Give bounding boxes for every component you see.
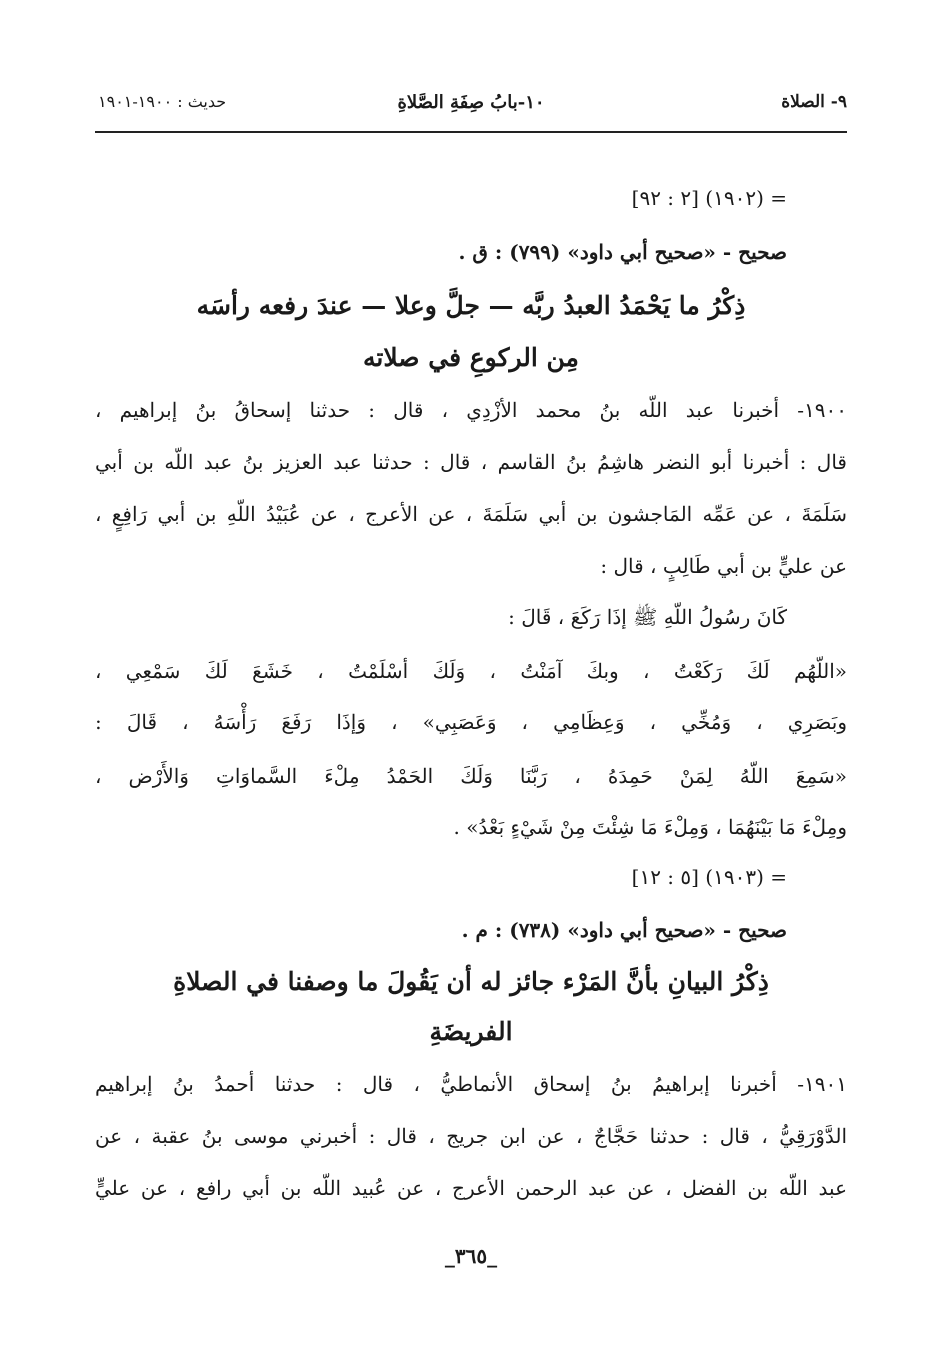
running-header-chapter: ١٠-بابُ صِفَةِ الصَّلاةِ: [397, 92, 545, 113]
hadith-1901-line-3: عبد اللّه بن الفضل ، عن عبد الرحمن الأعرج ، عن عُبيد اللّه بن أبي رافع ، عن عليٍّ: [95, 1176, 847, 1200]
hadith-1900-line-5: كَانَ رسُولُ اللّهِ ﷺ إذَا رَكَعَ ، قَالَ :: [508, 605, 787, 629]
hadith-1900-line-9: ومِلْءَ مَا بَيْنَهُمَا ، وَمِلْءَ مَا شِئْتَ مِنْ شَيْءٍ بَعْدُ» .: [453, 815, 847, 839]
grading-note-1: صحيح - «صحيح أبي داود» (٧٩٩) : ق .: [458, 240, 787, 264]
hadith-1900-line-2: قال : أخبرنا أبو النضر هاشِمُ بنُ القاسم ، قال : حدثنا عبد العزيز بنُ عبد اللّه بن أبي: [95, 450, 847, 474]
running-header-book: ٩- الصلاة: [781, 92, 847, 112]
section-heading-2-line-1: ذِكْرُ البيانِ بأنَّ المَرْء جائز له أن يَقُولَ ما وصفنا في الصلاةِ: [173, 967, 769, 996]
header-rule: [95, 131, 847, 133]
cross-reference-1903: = (١٩٠٣) [٥ : ١٢]: [631, 865, 787, 889]
hadith-1900-line-7: وبَصَرِي ، وَمُخِّي ، وَعِظَامِي ، وَعَصَبِي» ، وَإذَا رَفَعَ رَأْسَهُ ، قَالَ :: [95, 710, 847, 734]
section-heading-1-line-1: ذِكْرُ ما يَحْمَدُ العبدُ ربَّه — جلَّ وعلا — عندَ رفعه رأسَه: [196, 291, 746, 320]
hadith-1900-line-1: ١٩٠٠- أخبرنا عبد اللّه بنُ محمد الأزْدِي ، قال : حدثنا إسحاقُ بنُ إبراهيم ،: [95, 398, 847, 422]
page-number: _٣٦٥_: [444, 1244, 498, 1268]
section-heading-2-line-2: الفريضَةِ: [429, 1017, 513, 1046]
hadith-1900-line-6: «اللّهُم لَكَ رَكَعْتُ ، وبكَ آمَنْتُ ، وَلَكَ أسْلَمْتُ ، خَشَعَ لَكَ سَمْعِي ،: [95, 659, 847, 683]
hadith-1901-line-1: ١٩٠١- أخبرنا إبراهيمُ بنُ إسحاق الأنماطيُّ ، قال : حدثنا أحمدُ بنُ إبراهيم: [95, 1072, 847, 1096]
hadith-1900-line-8: «سَمِعَ اللّهُ لِمَنْ حَمِدَهُ ، رَبَّنَا وَلَكَ الحَمْدُ مِلْءَ السَّماوَاتِ وَالأَرْض ،: [95, 764, 847, 788]
cross-reference-1902: = (١٩٠٢) [٢ : ٩٢]: [631, 186, 787, 210]
hadith-1900-line-3: سَلَمَةَ ، عن عَمِّه المَاجشون بن أبي سَلَمَةَ ، عن الأعرج ، عن عُبَيْدُ اللّهِ بن أبي رَافِعٍ ،: [95, 502, 847, 526]
running-header-hadith-range: حديث : ١٩٠٠-١٩٠١: [98, 92, 227, 111]
grading-note-2: صحيح - «صحيح أبي داود» (٧٣٨) : م .: [461, 918, 787, 942]
hadith-1901-line-2: الدَّوْرَقِيُّ ، قال : حدثنا حَجَّاجٌ ، عن ابن جريج ، قال : أخبرني موسى بنُ عقبة ، عن: [95, 1124, 848, 1148]
section-heading-1-line-2: مِن الركوعِ في صلاته: [363, 343, 579, 372]
hadith-1900-line-4: عن عليٍّ بن أبي طَالِبٍ ، قال :: [600, 554, 847, 578]
